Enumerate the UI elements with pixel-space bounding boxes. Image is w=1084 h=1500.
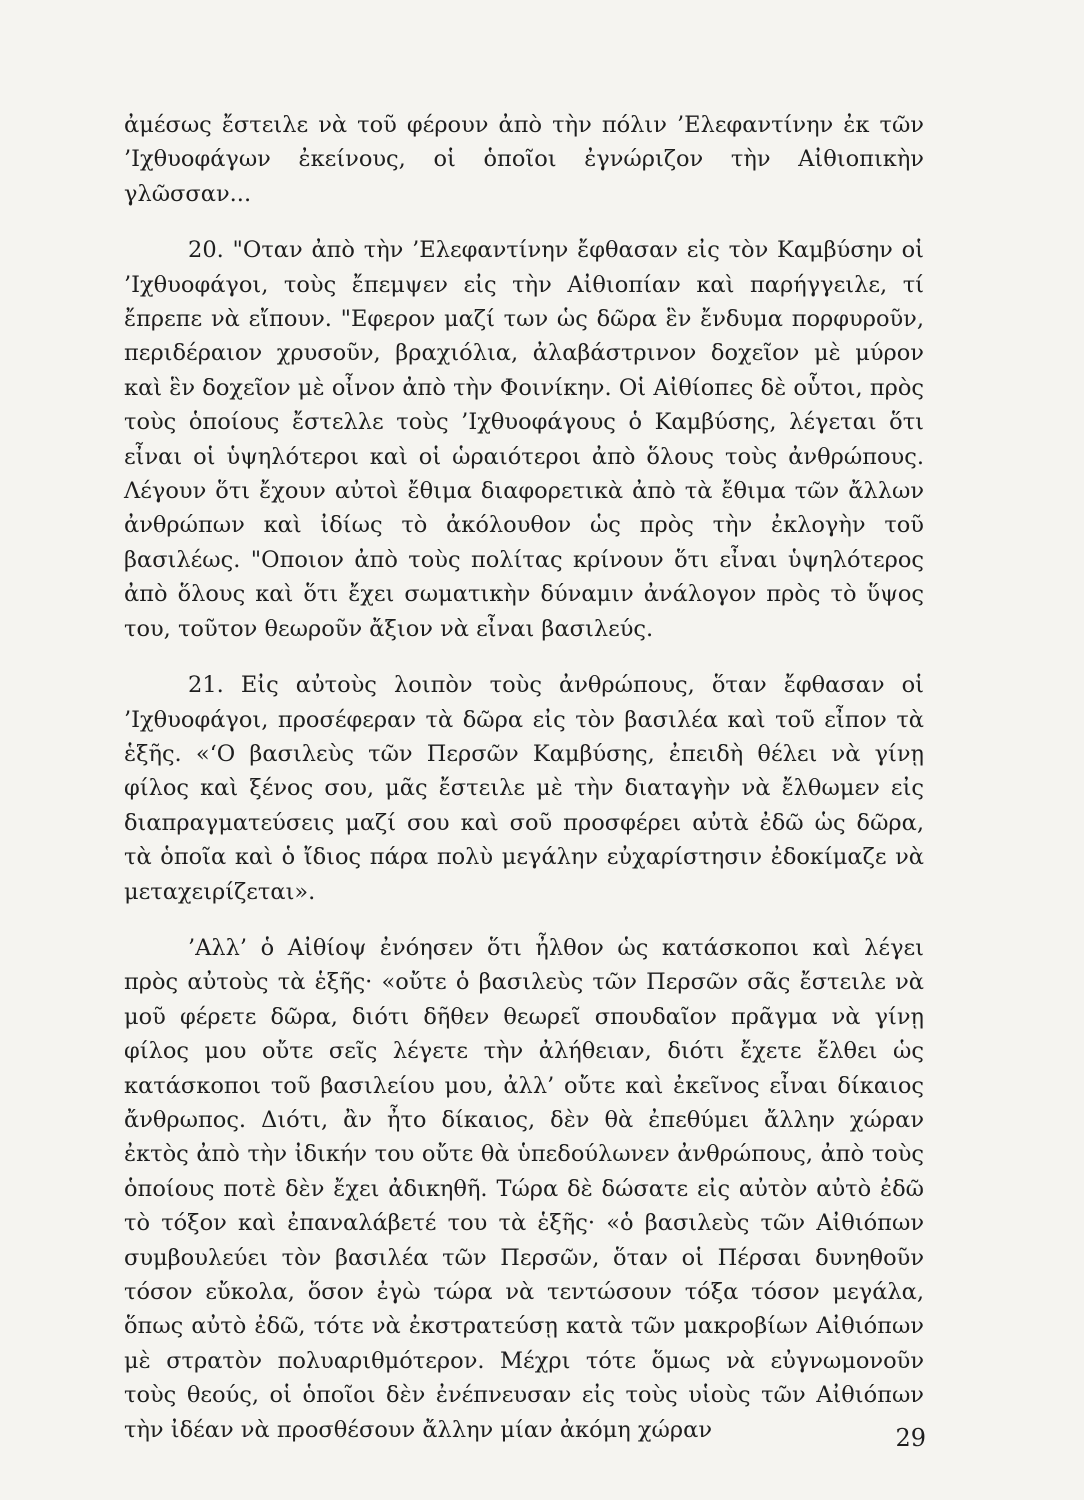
- page-number: 29: [895, 1424, 926, 1452]
- page-body-text: [124, 108, 924, 1447]
- paragraph-continuation: ἀμέσως ἔστειλε νὰ τοῦ φέρουν ἀπὸ τὴν πόλιν ’Ελεφαντίνην ἐκ τῶν ’Ιχθυοφάγων ἐκείνους, οἱ ὁποῖοι ἐγνώριζον τὴν Αἰθιοπικὴν γλῶσσαν...: [124, 112, 924, 207]
- paragraph-section-20: 20. "Οταν ἀπὸ τὴν ’Ελεφαντίνην ἔφθασαν εἰς τὸν Καμβύσην οἱ ’Ιχθυοφάγοι, τοὺς ἔπεμψεν εἰς τὴν Αἰθιοπίαν καὶ παρήγγειλε, τί ἔπρεπε νὰ εἴπουν. "Εφερον μαζί των ὡς δῶρα ἓν ἔνδυμα πορφυροῦν, περιδέραιον χρυσοῦν, βραχιόλια, ἀλαβάστρινον δοχεῖον μὲ μύρον καὶ ἓν δοχεῖον μὲ οἶνον ἀπὸ τὴν Φοινίκην. Οἱ Αἰθίοπες δὲ οὗτοι, πρὸς τοὺς ὁποίους ἔστελλε τοὺς ’Ιχθυοφάγους ὁ Καμβύσης, λέγεται ὅτι εἶναι οἱ ὑψηλότεροι καὶ οἱ ὡραιότεροι ἀπὸ ὅλους τοὺς ἀνθρώπους. Λέγουν ὅτι ἔχουν αὐτοὶ ἔθιμα διαφορετικὰ ἀπὸ τὰ ἔθιμα τῶν ἄλλων ἀνθρώπων καὶ ἰδίως τὸ ἀκόλουθον ὡς πρὸς τὴν ἐκλογὴν τοῦ βασιλέως. "Οποιον ἀπὸ τοὺς πολίτας κρίνουν ὅτι εἶναι ὑψηλότερος ἀπὸ ὅλους καὶ ὅτι ἔχει σωματικὴν δύναμιν ἀνάλογον πρὸς τὸ ὕψος του, τοῦτον θεωροῦν ἄξιον νὰ εἶναι βασιλεύς.: [124, 237, 924, 642]
- paragraph-section-21: 21. Εἰς αὐτοὺς λοιπὸν τοὺς ἀνθρώπους, ὅταν ἔφθασαν οἱ ’Ιχθυοφάγοι, προσέφεραν τὰ δῶρα εἰς τὸν βασιλέα καὶ τοῦ εἶπον τὰ ἑξῆς. «‘Ο βασιλεὺς τῶν Περσῶν Καμβύσης, ἐπειδὴ θέλει νὰ γίνῃ φίλος καὶ ξένος σου, μᾶς ἔστειλε μὲ τὴν διαταγὴν νὰ ἔλθωμεν εἰς διαπραγματεύσεις μαζί σου καὶ σοῦ προσφέρει αὐτὰ ἐδῶ ὡς δῶρα, τὰ ὁποῖα καὶ ὁ ἴδιος πάρα πολὺ μεγάλην εὐχαρίστησιν ἐδοκίμαζε νὰ μεταχειρίζεται».: [124, 672, 924, 905]
- paragraph-ethiopian-reply: ’Αλλ’ ὁ Αἰθίοψ ἐνόησεν ὅτι ἦλθον ὡς κατάσκοποι καὶ λέγει πρὸς αὐτοὺς τὰ ἑξῆς· «οὔτε ὁ βασιλεὺς τῶν Περσῶν σᾶς ἔστειλε νὰ μοῦ φέρετε δῶρα, διότι δῆθεν θεωρεῖ σπουδαῖον πρᾶγμα νὰ γίνῃ φίλος μου οὔτε σεῖς λέγετε τὴν ἀλήθειαν, διότι ἔχετε ἔλθει ὡς κατάσκοποι τοῦ βασιλείου μου, ἀλλ’ οὔτε καὶ ἐκεῖνος εἶναι δίκαιος ἄνθρωπος. Διότι, ἂν ἦτο δίκαιος, δὲν θὰ ἐπεθύμει ἄλλην χώραν ἐκτὸς ἀπὸ τὴν ἰδικήν του οὔτε θὰ ὑπεδούλωνεν ἀνθρώπους, ἀπὸ τοὺς ὁποίους ποτὲ δὲν ἔχει ἀδικηθῆ. Τώρα δὲ δώσατε εἰς αὐτὸν αὐτὸ ἐδῶ τὸ τόξον καὶ ἐπαναλάβετέ του τὰ ἑξῆς· «ὁ βασιλεὺς τῶν Αἰθιόπων συμβουλεύει τὸν βασιλέα τῶν Περσῶν, ὅταν οἱ Πέρσαι δυνηθοῦν τόσον εὔκολα, ὅσον ἐγὼ τώρα νὰ τεντώσουν τόξα τόσον μεγάλα, ὅπως αὐτὸ ἐδῶ, τότε νὰ ἐκστρατεύσῃ κατὰ τῶν μακροβίων Αἰθιόπων μὲ στρατὸν πολυαριθμότερον. Μέχρι τότε ὅμως νὰ εὐγνωμονοῦν τοὺς θεούς, οἱ ὁποῖοι δὲν ἐνέπνευσαν εἰς τοὺς υἱοὺς τῶν Αἰθιόπων τὴν ἰδέαν νὰ προσθέσουν ἄλλην μίαν ἀκόμη χώραν: [124, 934, 924, 1443]
